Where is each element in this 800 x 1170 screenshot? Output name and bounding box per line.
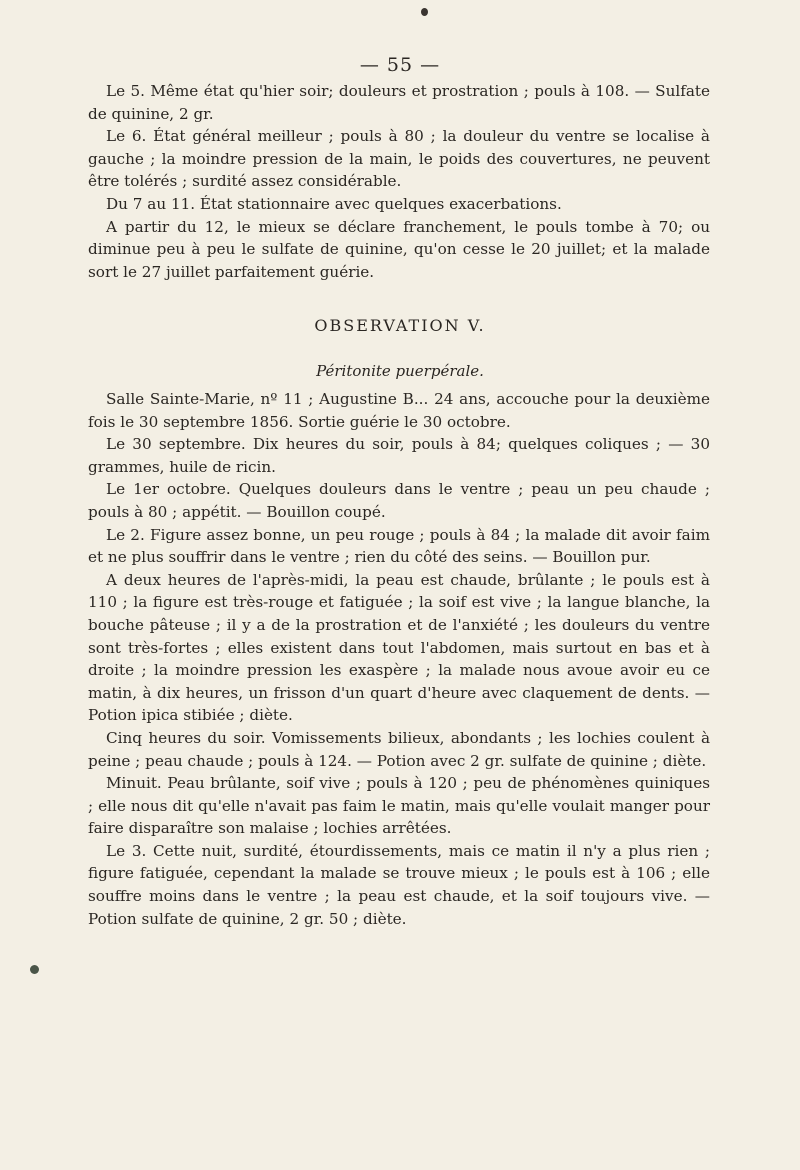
paragraph: Le 30 septembre. Dix heures du soir, pouls à 84; quelques coliques ; — 30 grammes, huile de ricin. bbox=[88, 435, 710, 476]
ink-spot bbox=[421, 8, 428, 16]
ink-spot bbox=[30, 965, 39, 974]
body-text-bottom bbox=[88, 388, 710, 930]
paragraph: Le 3. Cette nuit, surdité, étourdissements, mais ce matin il n'y a plus rien ; figure fatiguée, cependant la malade se trouve mieux ; le pouls est à 106 ; elle souffre moins dans le ventre ; la peau est chaude, et la soif toujours vive. — Potion sulfate de quinine, 2 gr. 50 ; diète. bbox=[88, 841, 710, 928]
observation-title: OBSERVATION V. bbox=[314, 316, 486, 335]
paragraph: Le 6. État général meilleur ; pouls à 80 ; la douleur du ventre se localise à gauche ; la moindre pression de la main, le poids des couvertures, ne peuvent être tolérés ; surdité assez considérable. bbox=[88, 127, 710, 191]
paragraph: Minuit. Peau brûlante, soif vive ; pouls à 120 ; peu de phénomènes quiniques ; elle nous dit qu'elle n'avait pas faim le matin, mais qu'elle voulait manger pour faire disparaître son malaise ; lochies arrêtées. bbox=[88, 774, 710, 838]
paragraph: Le 1er octobre. Quelques douleurs dans le ventre ; peau un peu chaude ; pouls à 80 ; appétit. — Bouillon coupé. bbox=[88, 480, 710, 521]
page-number: — 55 — bbox=[359, 54, 441, 76]
paragraph: A partir du 12, le mieux se déclare franchement, le pouls tombe à 70; ou diminue peu à peu le sulfate de quinine, qu'on cesse le 20 juillet; et la malade sort le 27 juillet parfaitement guérie. bbox=[88, 217, 710, 281]
paragraph: Du 7 au 11. État stationnaire avec quelques exacerbations. bbox=[106, 194, 562, 213]
paragraph: Salle Sainte-Marie, nº 11 ; Augustine B... 24 ans, accouche pour la deuxième fois le 30 septembre 1856. Sortie guérie le 30 octobre. bbox=[88, 390, 710, 431]
observation-subtitle: Péritonite puerpérale. bbox=[316, 362, 484, 380]
body-text-top bbox=[88, 80, 710, 283]
paragraph: Le 5. Même état qu'hier soir; douleurs et prostration ; pouls à 108. — Sulfate de quinine, 2 gr. bbox=[88, 82, 710, 123]
paragraph: A deux heures de l'après-midi, la peau est chaude, brûlante ; le pouls est à 110 ; la figure est très-rouge et fatiguée ; la soif est vive ; la langue blanche, la bouche pâteuse ; il y a de la prostration et de l'anxiété ; les douleurs du ventre sont très-fortes ; elles existent dans tout l'abdomen, mais surtout en bas et à droite ; la moindre pression les exaspère ; la malade nous avoue avoir eu ce matin, à dix heures, un frisson d'un quart d'heure avec claquement de dents. —Potion ipica stibiée ; diète. bbox=[88, 570, 710, 725]
paragraph: Cinq heures du soir. Vomissements bilieux, abondants ; les lochies coulent à peine ; peau chaude ; pouls à 124. — Potion avec 2 gr. sulfate de quinine ; diète. bbox=[88, 728, 710, 770]
paragraph: Le 2. Figure assez bonne, un peu rouge ; pouls à 84 ; la malade dit avoir faim et ne plus souffrir dans le ventre ; rien du côté des seins. — Bouillon pur. bbox=[88, 525, 710, 567]
